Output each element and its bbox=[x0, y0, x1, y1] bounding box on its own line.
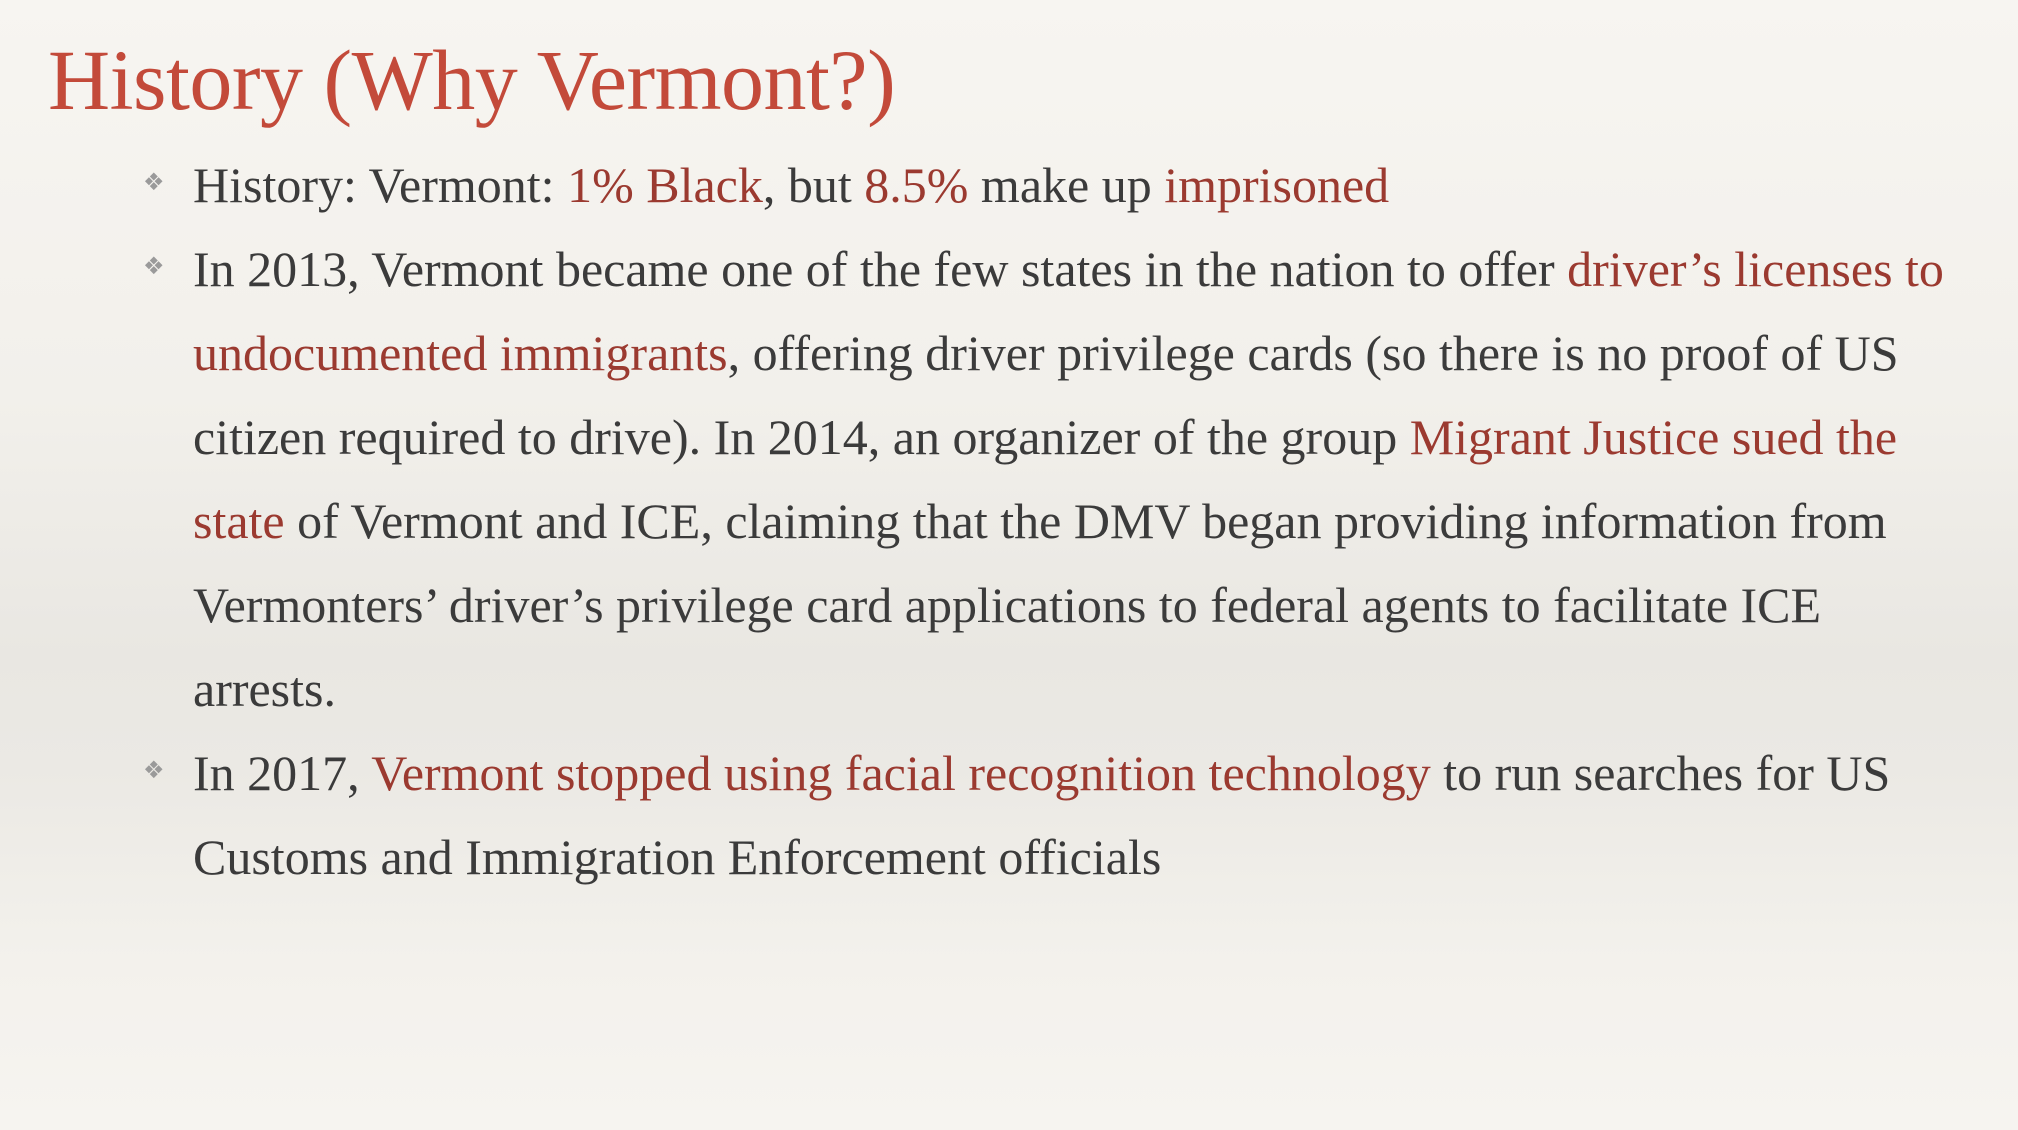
bullet-text-segment: make up bbox=[968, 157, 1165, 213]
bullet-text-segment: In 2013, Vermont became one of the few states in the nation to offer bbox=[193, 241, 1568, 297]
highlighted-text-segment: 8.5% bbox=[864, 157, 969, 213]
bullet-text-segment: , but bbox=[762, 157, 865, 213]
diamond-bullet-icon: ❖ bbox=[143, 168, 165, 196]
highlighted-text-segment: Vermont stopped using facial recognition technology bbox=[371, 745, 1431, 801]
diamond-bullet-icon: ❖ bbox=[143, 756, 165, 784]
bullet-text-segment: of Vermont and ICE, claiming that the DMV began providing information from Vermonters’ driver’s privilege card applications to federal agents to facilitate ICE arrests. bbox=[193, 493, 1887, 717]
highlighted-text-segment: Migrant Justice sued the state bbox=[193, 409, 1898, 549]
bullet-text-segment: , offering driver privilege cards (so there is no proof of US citizen required to drive). In 2014, an organizer of the group bbox=[193, 325, 1899, 465]
highlighted-text-segment: driver’s licenses to undocumented immigrants bbox=[193, 241, 1944, 381]
slide-title: History (Why Vermont?) bbox=[48, 32, 896, 128]
bullet-text-segment: to run searches for US Customs and Immigration Enforcement officials bbox=[193, 745, 1891, 885]
highlighted-text-segment: 1% Black bbox=[567, 157, 763, 213]
bullet-text-segment: History: Vermont: bbox=[193, 157, 568, 213]
bullet-item bbox=[0, 143, 1953, 227]
highlighted-text-segment: imprisoned bbox=[1164, 157, 1390, 213]
diamond-bullet-icon: ❖ bbox=[143, 252, 165, 280]
bullet-list bbox=[0, 143, 1953, 899]
bullet-item bbox=[0, 731, 1953, 899]
bullet-item bbox=[0, 227, 1953, 731]
bullet-text-segment: In 2017, bbox=[193, 745, 372, 801]
